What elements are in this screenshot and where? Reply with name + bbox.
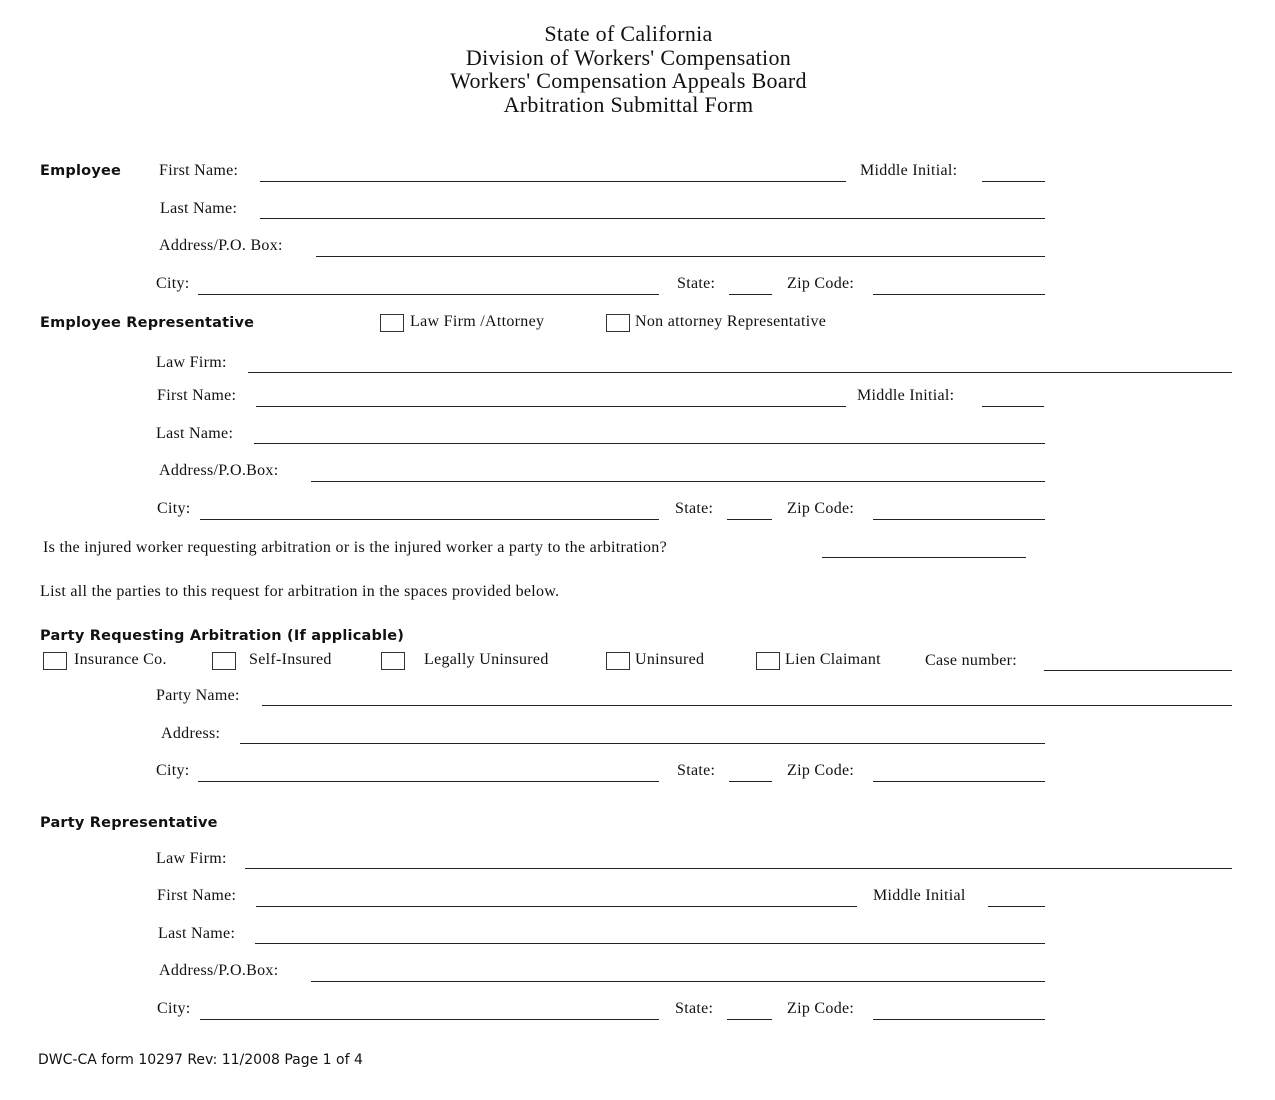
party-city-field[interactable] <box>198 781 659 782</box>
injured-worker-answer-field[interactable] <box>822 557 1026 558</box>
party-rep-first-name-field[interactable] <box>256 906 857 907</box>
party-zip-field[interactable] <box>873 781 1045 782</box>
self-insured-label: Self-Insured <box>249 651 332 668</box>
uninsured-checkbox[interactable] <box>606 652 630 670</box>
case-number-field[interactable] <box>1044 670 1232 671</box>
party-rep-law-firm-label: Law Firm: <box>156 850 227 867</box>
employee-address-label: Address/P.O. Box: <box>159 237 283 254</box>
employee-rep-city-field[interactable] <box>200 519 659 520</box>
party-rep-city-label: City: <box>157 1000 191 1017</box>
party-rep-address-field[interactable] <box>311 981 1045 982</box>
employee-city-label: City: <box>156 275 190 292</box>
party-requesting-heading: Party Requesting Arbitration (If applicable) <box>40 628 405 644</box>
uninsured-label: Uninsured <box>635 651 705 668</box>
insurance-co-checkbox[interactable] <box>43 652 67 670</box>
party-rep-heading: Party Representative <box>40 815 218 831</box>
party-zip-label: Zip Code: <box>787 762 855 779</box>
employee-rep-city-label: City: <box>157 500 191 517</box>
employee-zip-field[interactable] <box>873 294 1045 295</box>
employee-first-name-field[interactable] <box>260 181 846 182</box>
law-firm-attorney-checkbox[interactable] <box>380 314 404 332</box>
non-attorney-rep-label: Non attorney Representative <box>635 313 827 330</box>
employee-middle-initial-label: Middle Initial: <box>860 162 958 179</box>
employee-rep-heading: Employee Representative <box>40 315 255 331</box>
employee-rep-last-name-label: Last Name: <box>156 425 234 442</box>
party-address-field[interactable] <box>240 743 1045 744</box>
party-rep-last-name-label: Last Name: <box>158 925 236 942</box>
party-rep-zip-field[interactable] <box>873 1019 1045 1020</box>
injured-worker-question: Is the injured worker requesting arbitration or is the injured worker a party to the arbitration? <box>43 539 668 556</box>
employee-middle-initial-field[interactable] <box>982 181 1045 182</box>
party-rep-zip-label: Zip Code: <box>787 1000 855 1017</box>
employee-rep-address-field[interactable] <box>311 481 1045 482</box>
header-form-title: Arbitration Submittal Form <box>503 91 754 117</box>
employee-zip-label: Zip Code: <box>787 275 855 292</box>
employee-rep-last-name-field[interactable] <box>254 443 1045 444</box>
self-insured-checkbox[interactable] <box>212 652 236 670</box>
header-state: State of California <box>544 21 713 46</box>
employee-rep-middle-initial-field[interactable] <box>982 406 1044 407</box>
employee-rep-law-firm-label: Law Firm: <box>156 354 227 371</box>
employee-rep-first-name-field[interactable] <box>256 406 846 407</box>
employee-last-name-label: Last Name: <box>160 200 238 217</box>
party-rep-middle-initial-label: Middle Initial <box>873 887 966 904</box>
law-firm-attorney-label: Law Firm /Attorney <box>410 313 545 330</box>
employee-last-name-field[interactable] <box>260 218 1045 219</box>
party-rep-law-firm-field[interactable] <box>245 868 1232 869</box>
parties-instruction: List all the parties to this request for arbitration in the spaces provided below. <box>40 583 560 600</box>
insurance-co-label: Insurance Co. <box>74 651 167 668</box>
party-address-label: Address: <box>161 725 221 742</box>
employee-state-label: State: <box>677 275 716 292</box>
employee-city-field[interactable] <box>198 294 659 295</box>
employee-heading: Employee <box>40 163 122 179</box>
party-rep-city-field[interactable] <box>200 1019 659 1020</box>
party-city-label: City: <box>156 762 190 779</box>
party-name-field[interactable] <box>262 705 1232 706</box>
employee-address-field[interactable] <box>316 256 1045 257</box>
party-state-label: State: <box>677 762 716 779</box>
party-rep-address-label: Address/P.O.Box: <box>159 962 279 979</box>
lien-claimant-checkbox[interactable] <box>756 652 780 670</box>
legally-uninsured-label: Legally Uninsured <box>424 651 549 668</box>
lien-claimant-label: Lien Claimant <box>785 651 881 668</box>
employee-rep-state-label: State: <box>675 500 714 517</box>
employee-state-field[interactable] <box>729 294 772 295</box>
employee-rep-state-field[interactable] <box>727 519 772 520</box>
header-division: Division of Workers' Compensation <box>465 44 792 70</box>
form-header <box>0 22 1257 116</box>
employee-first-name-label: First Name: <box>159 162 239 179</box>
party-rep-middle-initial-field[interactable] <box>988 906 1045 907</box>
case-number-label: Case number: <box>925 652 1018 669</box>
legally-uninsured-checkbox[interactable] <box>381 652 405 670</box>
party-rep-state-field[interactable] <box>727 1019 772 1020</box>
party-rep-state-label: State: <box>675 1000 714 1017</box>
party-rep-last-name-field[interactable] <box>255 943 1045 944</box>
party-rep-first-name-label: First Name: <box>157 887 237 904</box>
party-state-field[interactable] <box>729 781 772 782</box>
form-footer: DWC-CA form 10297 Rev: 11/2008 Page 1 of 4 <box>38 1052 363 1068</box>
employee-rep-middle-initial-label: Middle Initial: <box>857 387 955 404</box>
non-attorney-rep-checkbox[interactable] <box>606 314 630 332</box>
employee-rep-zip-label: Zip Code: <box>787 500 855 517</box>
employee-rep-address-label: Address/P.O.Box: <box>159 462 279 479</box>
employee-rep-law-firm-field[interactable] <box>248 372 1232 373</box>
header-board: Workers' Compensation Appeals Board <box>450 68 807 93</box>
employee-rep-zip-field[interactable] <box>873 519 1045 520</box>
party-name-label: Party Name: <box>156 687 240 704</box>
employee-rep-first-name-label: First Name: <box>157 387 237 404</box>
